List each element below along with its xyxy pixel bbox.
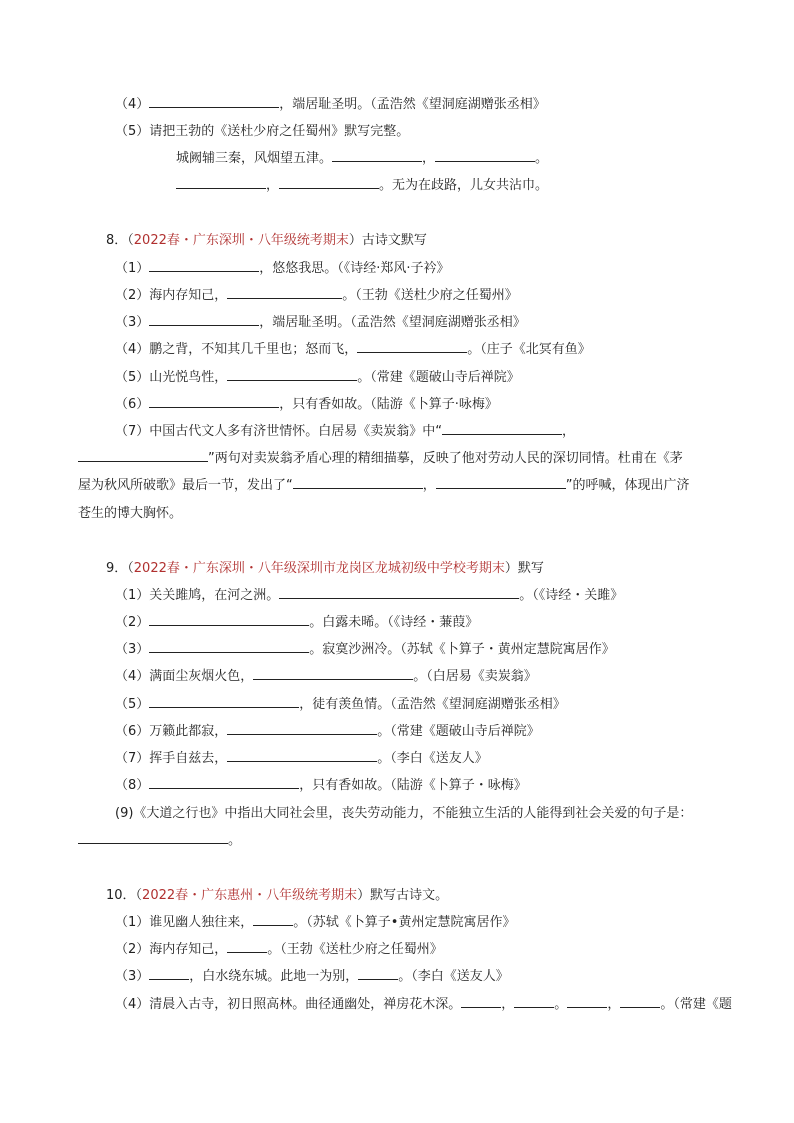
q10-item-4: （4）清晨入古寺，初日照高林。曲径通幽处，禅房花木深。 ， 。 ， 。（常建《题 [115, 991, 732, 1018]
answer-blank[interactable] [293, 473, 423, 489]
answer-blank[interactable] [620, 992, 660, 1008]
answer-blank[interactable] [567, 992, 607, 1008]
q9-item-9b: 。 [78, 827, 241, 854]
q9-item-4: （4）满面尘灰烟火色， 。（白居易《卖炭翁》 [115, 663, 537, 690]
q8-item-4: （4）鹏之背，不知其几千里也；怒而飞， 。（庄子《北冥有鱼》 [115, 336, 591, 363]
source-tag: 2022春・广东惠州・八年级统考期末 [142, 888, 358, 903]
answer-blank[interactable] [253, 664, 413, 680]
answer-blank[interactable] [461, 992, 501, 1008]
q8-item-5: （5）山光悦鸟性， 。（常建《题破山寺后禅院》 [115, 364, 520, 391]
q10-item-2: （2）海内存知己， 。（王勃《送杜少府之任蜀州》 [115, 936, 443, 963]
q8-item-6: （6） ，只有香如故。（陆游《卜算子·咏梅》 [115, 391, 498, 418]
answer-blank[interactable] [253, 910, 293, 926]
answer-blank[interactable] [435, 146, 535, 162]
answer-blank[interactable] [279, 583, 519, 599]
q9-item-2: （2） 。白露未晞。（《诗经・蒹葭》 [115, 609, 478, 636]
q10-item-3: （3） ，白水绕东城。此地一为别， 。（李白《送友人》 [115, 963, 509, 990]
q9-item-8: （8） ，只有香如故。（陆游《卜算子・咏梅》 [115, 772, 527, 799]
answer-blank[interactable] [149, 392, 279, 408]
answer-blank[interactable] [227, 365, 357, 381]
top-poem-line-2: ， 。无为在歧路，儿女共沾巾。 [176, 172, 548, 199]
answer-blank[interactable] [357, 337, 467, 353]
question-8-heading: 8．（2022春・广东深圳・八年级统考期末）古诗文默写 [106, 233, 427, 248]
answer-blank[interactable] [227, 746, 377, 762]
answer-blank[interactable] [227, 937, 267, 953]
answer-blank[interactable] [358, 964, 398, 980]
answer-blank[interactable] [227, 719, 377, 735]
q8-item-7a: （7）中国古代文人多有济世情怀。白居易《卖炭翁》中“ ， [115, 418, 575, 445]
q8-item-7d: 苍生的博大胸怀。 [78, 506, 183, 521]
answer-blank[interactable] [436, 473, 566, 489]
q9-item-6: （6）万籁此都寂， 。（常建《题破山寺后禅院》 [115, 718, 540, 745]
answer-blank[interactable] [78, 446, 208, 462]
source-tag: 2022春・广东深圳・八年级统考期末 [133, 233, 349, 248]
answer-blank[interactable] [149, 637, 309, 653]
answer-blank[interactable] [149, 92, 279, 108]
answer-blank[interactable] [227, 283, 342, 299]
answer-blank[interactable] [176, 173, 266, 189]
q9-item-1: （1）关关雎鸠，在河之洲。 。（《诗经・关雎》 [115, 582, 623, 609]
q8-item-7c: 屋为秋风所破歌》最后一节，发出了“ ， ”的呼喊，体现出广济 [78, 472, 690, 499]
source-tag: 2022春・广东深圳・八年级深圳市龙岗区龙城初级中学校考期末 [133, 561, 505, 576]
q8-item-3: （3） ，端居耻圣明。（孟浩然《望洞庭湖赠张丞相》 [115, 309, 526, 336]
answer-blank[interactable] [442, 419, 562, 435]
answer-blank[interactable] [149, 773, 299, 789]
top-poem-line-1: 城阙辅三秦，风烟望五津。 ， 。 [176, 145, 548, 172]
question-10-heading: 10．（2022春・广东惠州・八年级统考期末）默写古诗文。 [106, 888, 449, 903]
answer-blank[interactable] [332, 146, 422, 162]
answer-blank[interactable] [149, 964, 189, 980]
q8-item-7b: ”两句对卖炭翁矛盾心理的精细描摹，反映了他对劳动人民的深切同情。杜甫在《茅 [78, 445, 683, 472]
top-line-4: （4） ，端居耻圣明。（孟浩然《望洞庭湖赠张丞相》 [115, 91, 546, 118]
answer-blank[interactable] [279, 173, 379, 189]
answer-blank[interactable] [78, 828, 228, 844]
answer-blank[interactable] [514, 992, 554, 1008]
q9-item-9a: (9)《大道之行也》中指出大同社会里，丧失劳动能力，不能独立生活的人能得到社会关爱的句子是： [115, 806, 693, 821]
question-9-heading: 9．（2022春・广东深圳・八年级深圳市龙岗区龙城初级中学校考期末）默写 [106, 561, 544, 576]
answer-blank[interactable] [149, 256, 259, 272]
q8-item-2: （2）海内存知己， 。（王勃《送杜少府之任蜀州》 [115, 282, 518, 309]
answer-blank[interactable] [149, 692, 299, 708]
q9-item-5: （5） ，徒有羡鱼情。（孟浩然《望洞庭湖赠张丞相》 [115, 691, 566, 718]
q10-item-1: （1）谁见幽人独往来， 。（苏轼《卜算子•黄州定慧院寓居作》 [115, 909, 515, 936]
answer-blank[interactable] [149, 610, 309, 626]
q9-item-7: （7）挥手自兹去， 。（李白《送友人》 [115, 745, 488, 772]
q8-item-1: （1） ，悠悠我思。（《诗经·郑风·子衿》 [115, 255, 450, 282]
top-line-5: （5）请把王勃的《送杜少府之任蜀州》默写完整。 [115, 124, 410, 139]
q9-item-3: （3） 。寂寞沙洲冷。（苏轼《卜算子・黄州定慧院寓居作》 [115, 636, 615, 663]
answer-blank[interactable] [149, 310, 259, 326]
